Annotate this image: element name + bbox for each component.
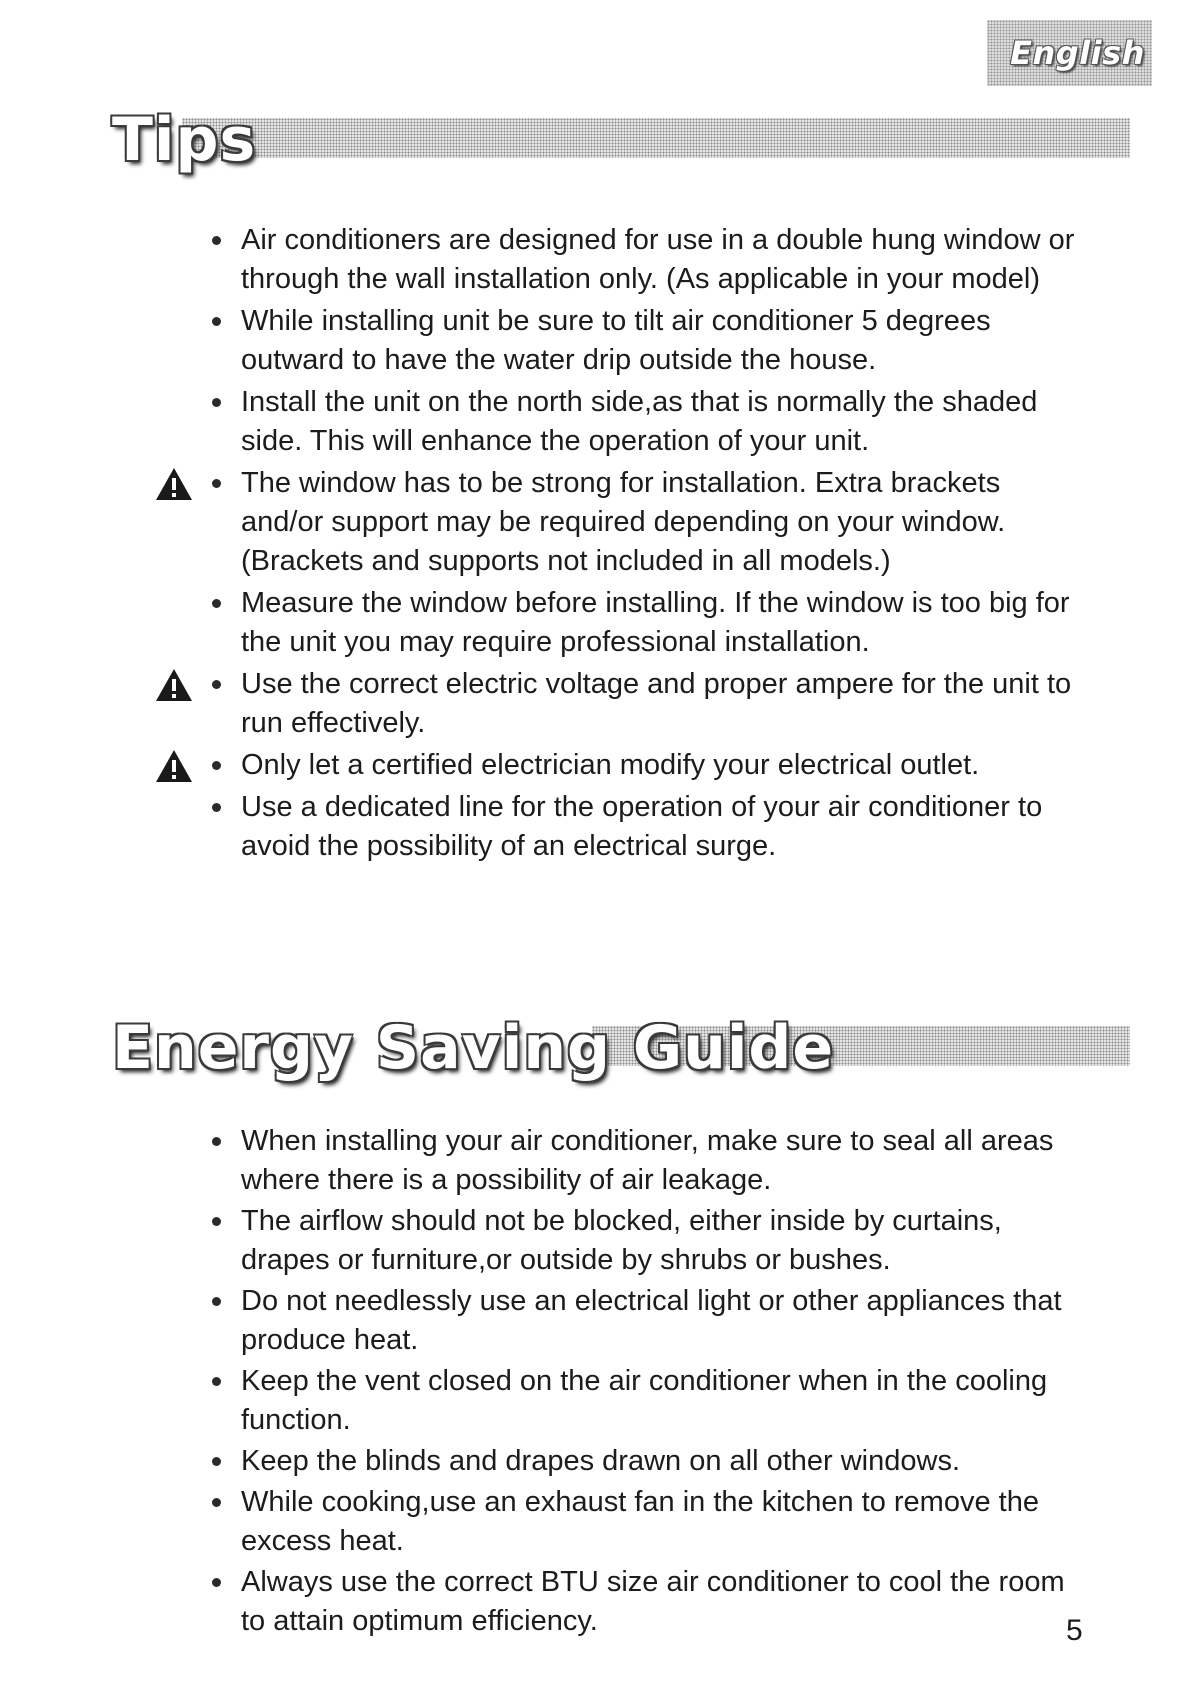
bullet-icon bbox=[212, 1217, 221, 1226]
bullet-icon bbox=[212, 803, 221, 812]
tips-item-text: Use a dedicated line for the operation of your air conditioner to avoid the possibility of an electrical surge. bbox=[241, 791, 1043, 862]
tips-item-text: While installing unit be sure to tilt air conditioner 5 degrees outward to have the water drip outside the house. bbox=[241, 305, 991, 376]
bullet-icon bbox=[212, 1137, 221, 1146]
page-number: 5 bbox=[1066, 1614, 1083, 1647]
tips-list bbox=[228, 221, 1088, 869]
language-label: English bbox=[1010, 34, 1145, 72]
bullet-icon bbox=[212, 317, 221, 326]
tips-item bbox=[228, 788, 1088, 866]
energy-item bbox=[228, 1122, 1088, 1200]
bullet-icon bbox=[212, 1578, 221, 1587]
tips-item-text: Air conditioners are designed for use in a double hung window or through the wall installation only. (As applicable in your model) bbox=[241, 224, 1075, 295]
energy-list bbox=[228, 1122, 1088, 1643]
bullet-icon bbox=[212, 599, 221, 608]
tips-item-text: Install the unit on the north side,as that is normally the shaded side. This will enhance the operation of your unit. bbox=[241, 386, 1038, 457]
energy-item bbox=[228, 1563, 1088, 1641]
tips-item bbox=[228, 383, 1088, 461]
bullet-icon bbox=[212, 761, 221, 770]
tips-item bbox=[228, 221, 1088, 299]
tips-item-text: The window has to be strong for installation. Extra brackets and/or support may be required depending on your window. (Brackets and supports not included in all models.) bbox=[241, 467, 1006, 577]
warning-icon bbox=[154, 748, 194, 784]
energy-title: Energy Saving Guide bbox=[112, 1013, 835, 1083]
energy-section-header bbox=[112, 1013, 1130, 1083]
energy-item bbox=[228, 1202, 1088, 1280]
bullet-icon bbox=[212, 1377, 221, 1386]
tips-item-text: Measure the window before installing. If the window is too big for the unit you may require professional installation. bbox=[241, 587, 1070, 658]
warning-icon bbox=[154, 466, 194, 502]
tips-item-text: Only let a certified electrician modify your electrical outlet. bbox=[241, 749, 980, 781]
tips-item bbox=[228, 464, 1088, 581]
tips-item-text: Use the correct electric voltage and proper ampere for the unit to run effectively. bbox=[241, 668, 1072, 739]
tips-item bbox=[228, 584, 1088, 662]
language-tab bbox=[987, 20, 1152, 86]
bullet-icon bbox=[212, 1498, 221, 1507]
bullet-icon bbox=[212, 1457, 221, 1466]
energy-item-text: The airflow should not be blocked, either inside by curtains, drapes or furniture,or outside by shrubs or bushes. bbox=[241, 1205, 1002, 1276]
tips-title: Tips bbox=[112, 105, 257, 175]
tips-item bbox=[228, 302, 1088, 380]
energy-item-text: While cooking,use an exhaust fan in the kitchen to remove the excess heat. bbox=[241, 1486, 1039, 1557]
energy-item bbox=[228, 1362, 1088, 1440]
energy-item-text: Always use the correct BTU size air conditioner to cool the room to attain optimum efficiency. bbox=[241, 1566, 1065, 1637]
energy-item-text: Do not needlessly use an electrical light or other appliances that produce heat. bbox=[241, 1285, 1062, 1356]
bullet-icon bbox=[212, 479, 221, 488]
energy-item bbox=[228, 1483, 1088, 1561]
tips-header-bar bbox=[182, 118, 1130, 158]
bullet-icon bbox=[212, 680, 221, 689]
energy-item-text: Keep the blinds and drapes drawn on all other windows. bbox=[241, 1445, 961, 1477]
energy-item bbox=[228, 1442, 1088, 1481]
bullet-icon bbox=[212, 236, 221, 245]
warning-icon bbox=[154, 667, 194, 703]
energy-item-text: When installing your air conditioner, make sure to seal all areas where there is a possibility of air leakage. bbox=[241, 1125, 1054, 1196]
energy-item bbox=[228, 1282, 1088, 1360]
bullet-icon bbox=[212, 398, 221, 407]
energy-item-text: Keep the vent closed on the air conditioner when in the cooling function. bbox=[241, 1365, 1048, 1436]
tips-item bbox=[228, 665, 1088, 743]
tips-item bbox=[228, 746, 1088, 785]
tips-section-header bbox=[112, 105, 1130, 175]
bullet-icon bbox=[212, 1297, 221, 1306]
